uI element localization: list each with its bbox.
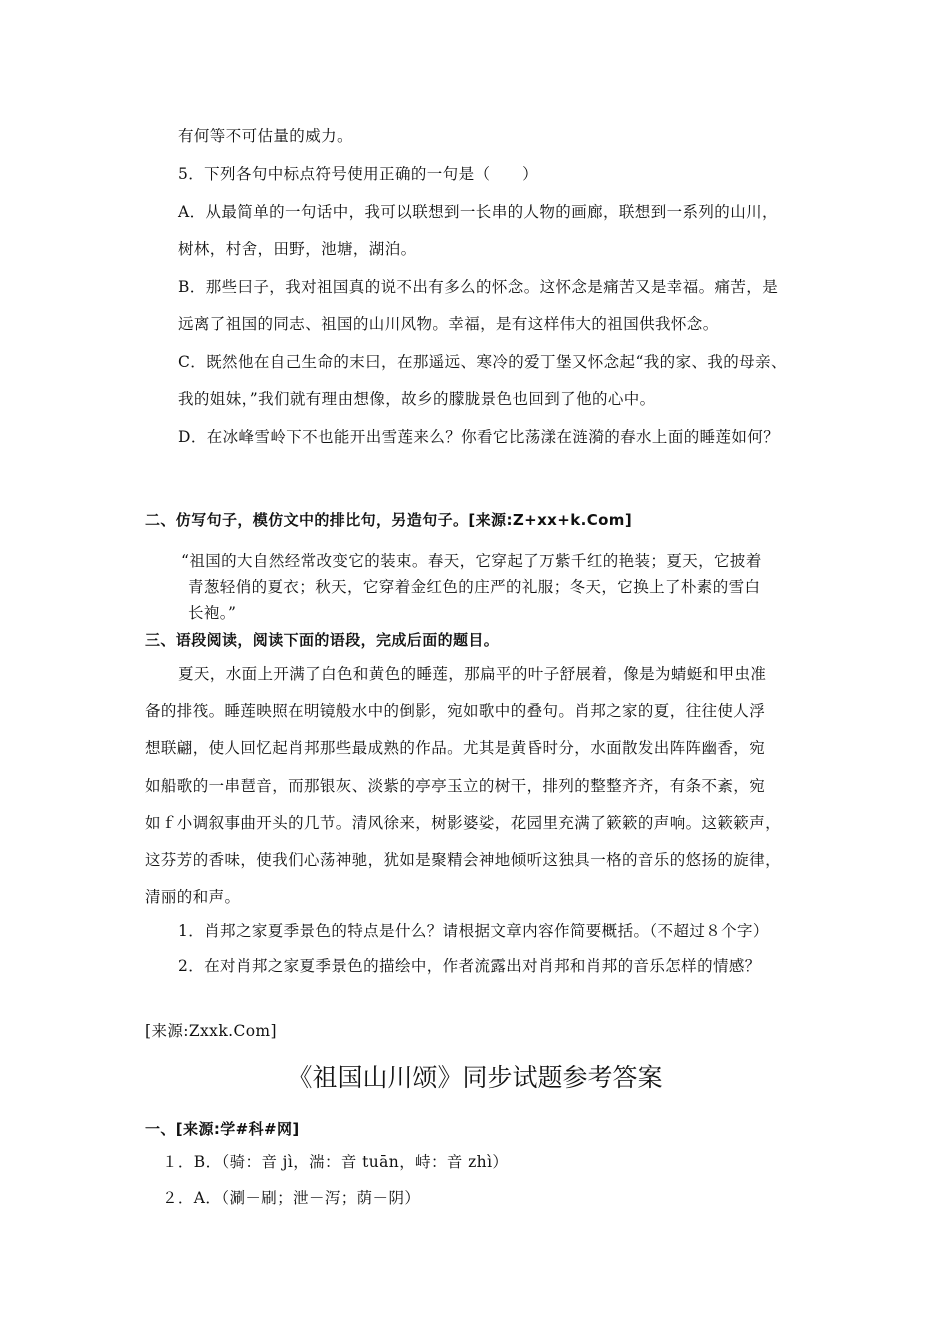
option-a-line-2: 树林，村舍，田野，池塘，湖泊。: [178, 240, 417, 258]
answers-section-1-heading: 一、[来源:学#科#网]: [145, 1120, 300, 1138]
passage-line-4: 如船歌的一串琶音，而那银灰、淡紫的亭亭玉立的树干，排列的整整齐齐，有条不紊，宛: [145, 777, 766, 795]
passage-line-7: 清丽的和声。: [145, 888, 241, 906]
question-5-stem: 5．下列各句中标点符号使用正确的一句是（ ）: [178, 165, 539, 183]
passage-line-5: 如ｆ小调叙事曲开头的几节。清风徐来，树影婆娑，花园里充满了簌簌的声响。这簌簌声，: [145, 814, 782, 832]
option-a-line-1: A．从最简单的一句话中，我可以联想到一长串的人物的画廊，联想到一系列的山川，: [178, 203, 778, 221]
option-c-line-2: 我的姐妹，”我们就有理由想像，故乡的朦胧景色也回到了他的心中。: [178, 390, 656, 408]
reading-question-2: 2．在对肖邦之家夏季景色的描绘中，作者流露出对肖邦和肖邦的音乐怎样的情感？: [178, 957, 761, 975]
option-b-line-2: 远离了祖国的同志、祖国的山川风物。幸福，是有这样伟大的祖国供我怀念。: [178, 315, 719, 333]
answer-2: ２．A．（涮－刷；泄－泻；荫－阴）: [162, 1189, 421, 1207]
model-quote-line-3: 长袍。”: [188, 604, 237, 622]
answer-1: １．B．（骑：音 jì，湍：音 tuān，峙：音 zhì）: [162, 1153, 509, 1171]
option-c-line-1: C．既然他在自己生命的末曰，在那遥远、寒冷的爱丁堡又怀念起“我的家、我的母亲、: [178, 353, 787, 371]
passage-line-2: 备的排筏。睡莲映照在明镜般水中的倒影，宛如歌中的叠句。肖邦之家的夏，往往使人浮: [145, 702, 766, 720]
option-d-line-1: D．在冰峰雪岭下不也能开出雪莲来么？你看它比荡漾在涟漪的春水上面的睡莲如何？: [178, 428, 780, 446]
answers-title: 《祖国山川颂》同步试题参考答案: [287, 1063, 663, 1092]
option-b-line-1: B．那些曰子，我对祖国真的说不出有多么的怀念。这怀念是痛苦又是幸福。痛苦，是: [178, 278, 779, 296]
reading-question-1: 1．肖邦之家夏季景色的特点是什么？请根据文章内容作简要概括。（不超过８个字）: [178, 922, 769, 940]
passage-line-1: 夏天，水面上开满了白色和黄色的睡莲，那扁平的叶子舒展着，像是为蜻蜓和甲虫准: [178, 665, 767, 683]
model-quote-line-2: 青葱轻俏的夏衣；秋天，它穿着金红色的庄严的礼服；冬天，它换上了朴素的雪白: [188, 578, 761, 596]
passage-line-3: 想联翩，使人回忆起肖邦那些最成熟的作品。尤其是黄昏时分，水面散发出阵阵幽香，宛: [145, 739, 766, 757]
question-4-tail: 有何等不可估量的威力。: [178, 127, 353, 145]
source-note: [来源:Zxxk.Com]: [145, 1022, 277, 1040]
passage-line-6: 这芬芳的香味，使我们心荡神驰，犹如是聚精会神地倾听这独具一格的音乐的悠扬的旋律，: [145, 851, 782, 869]
section-2-heading: 二、仿写句子，模仿文中的排比句，另造句子。[来源:Z+xx+k.Com]: [145, 511, 633, 529]
model-quote-line-1: “祖国的大自然经常改变它的装束。春天，它穿起了万紫千红的艳装；夏天，它披着: [181, 552, 762, 570]
section-3-heading: 三、语段阅读，阅读下面的语段，完成后面的题目。: [145, 631, 500, 649]
